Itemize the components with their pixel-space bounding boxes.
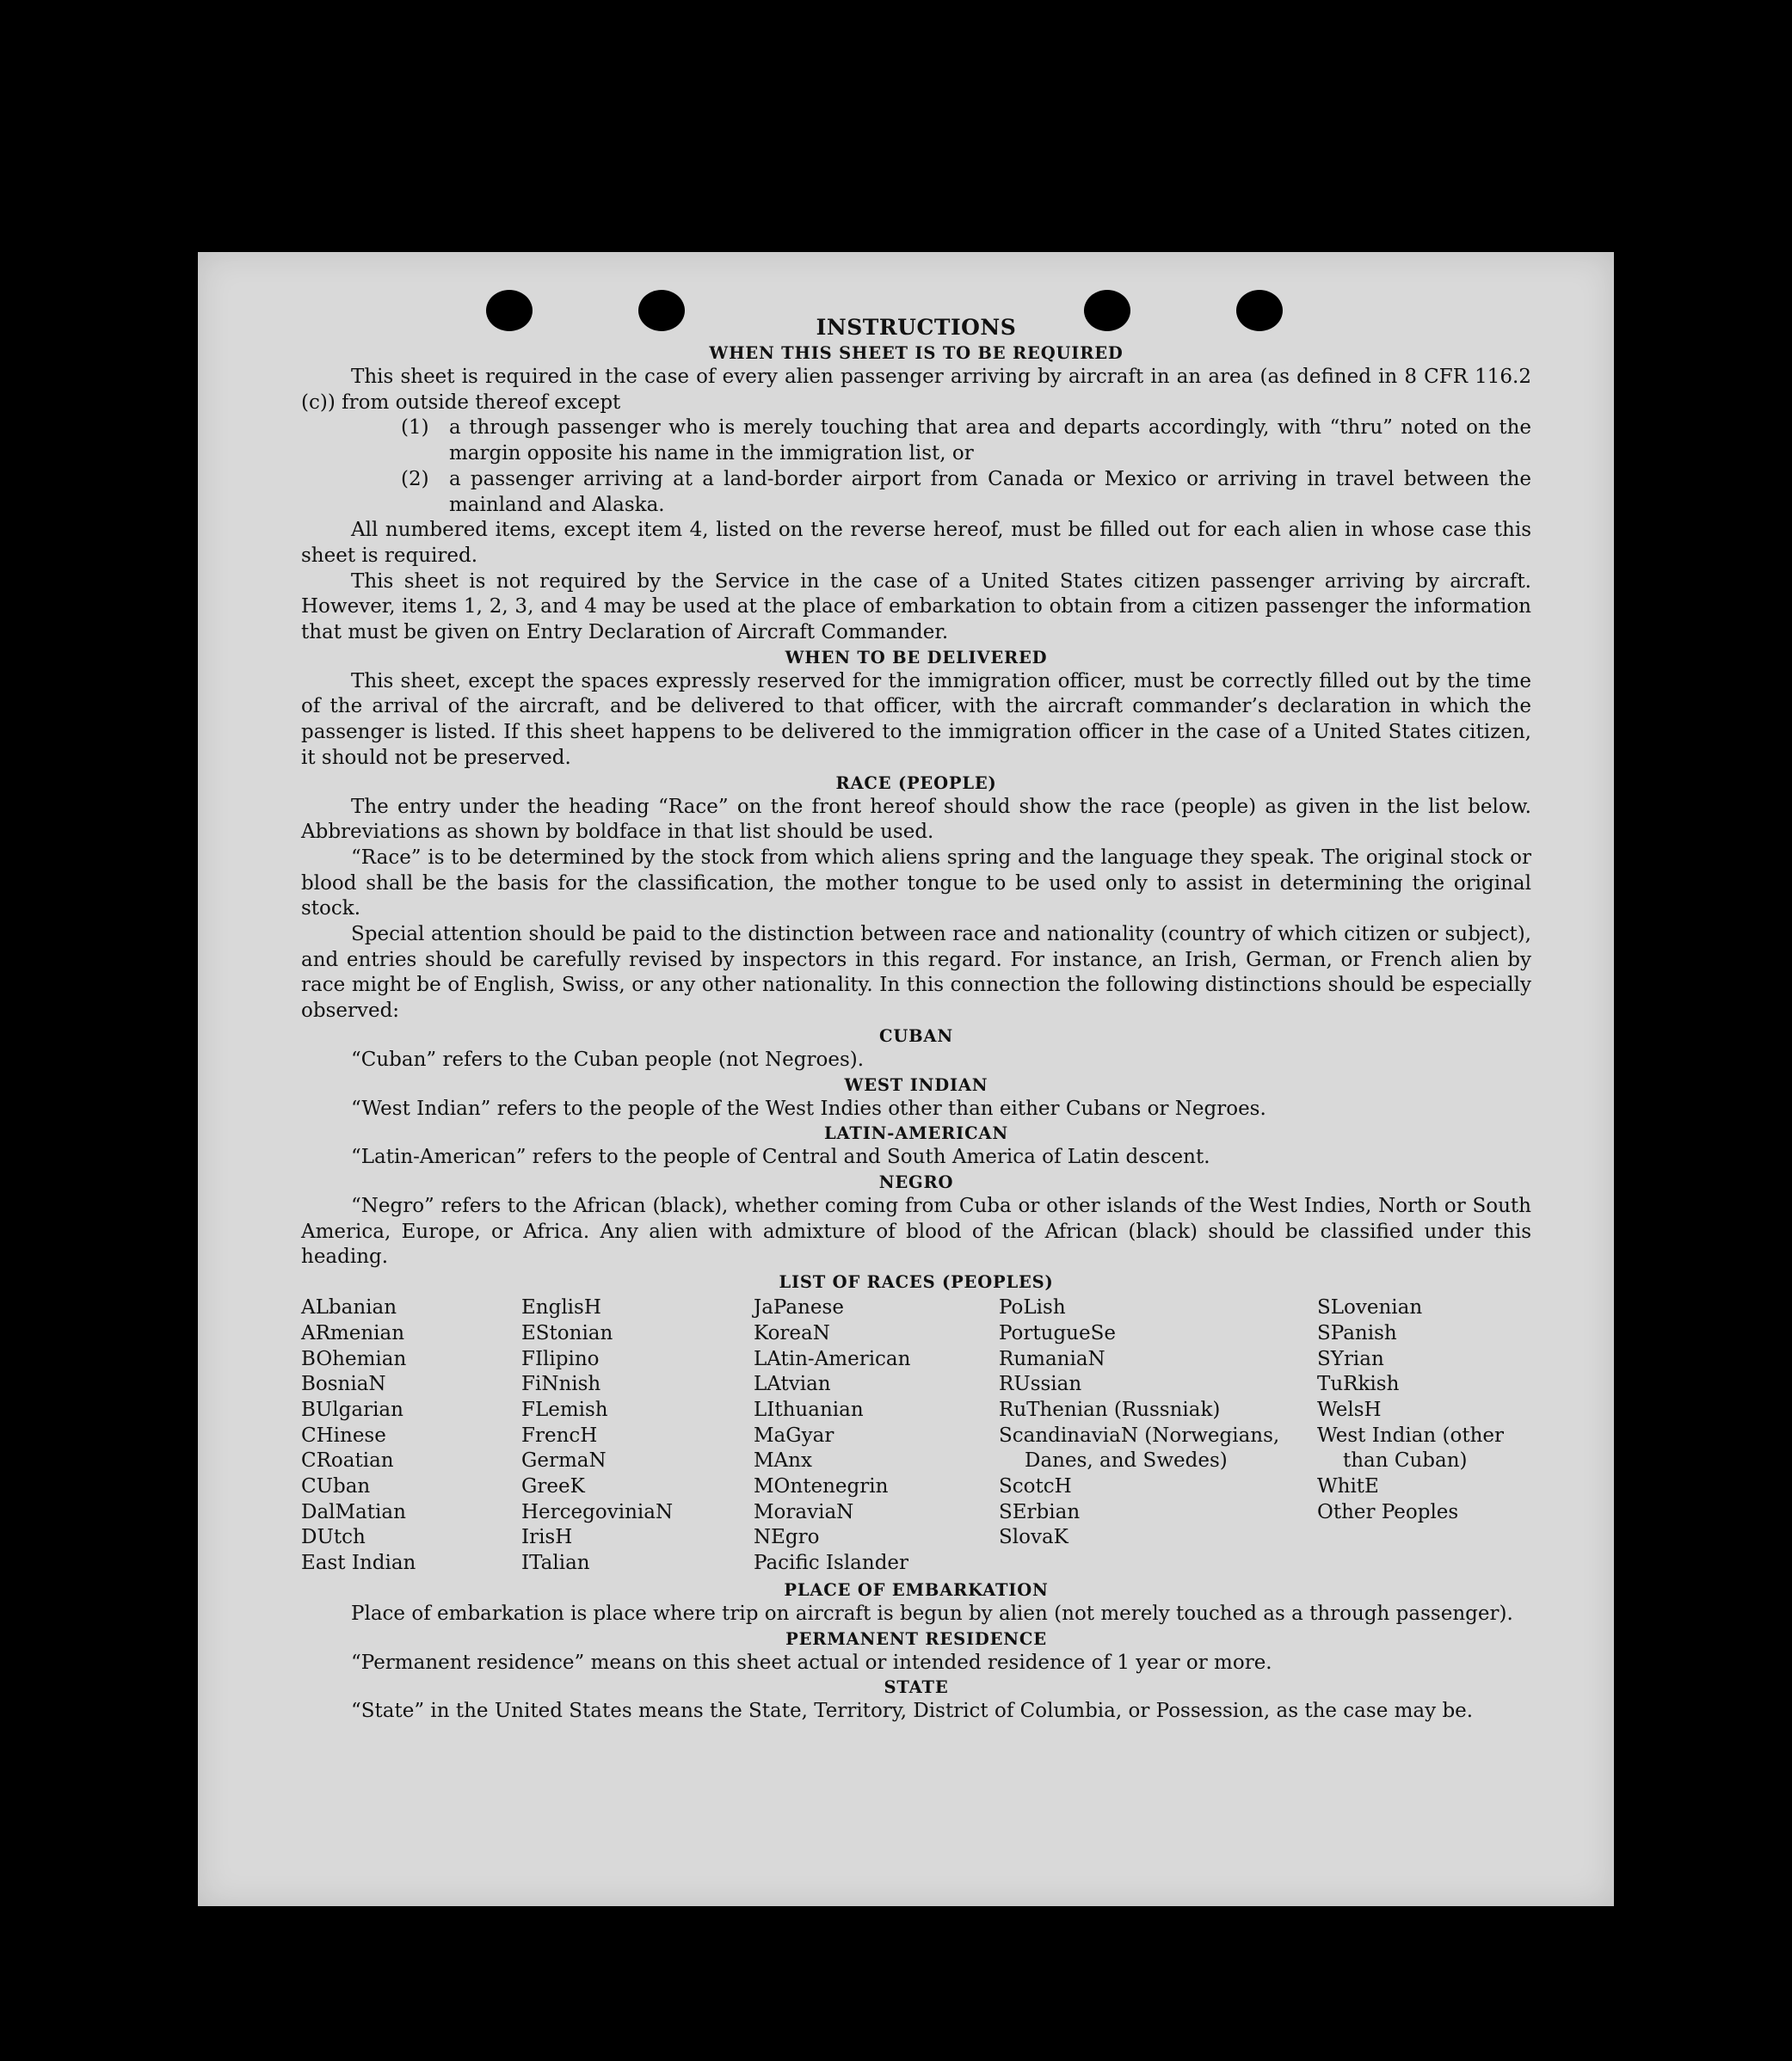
heading-negro: NEGRO xyxy=(878,1172,954,1192)
heading-when-required: WHEN THIS SHEET IS TO BE REQUIRED xyxy=(709,343,1124,363)
race-entry: HercegoviniaN xyxy=(521,1500,674,1523)
races-column xyxy=(1317,1295,1531,1577)
race-entry: LAtin-American xyxy=(754,1347,911,1370)
race-entry: East Indian xyxy=(301,1552,416,1575)
paragraph: “Latin-American” refers to the people of Central and South America of Latin descent. xyxy=(351,1146,1210,1169)
race-entry: MaGyar xyxy=(754,1424,834,1447)
race-entry: FLemish xyxy=(521,1398,608,1421)
race-entry: SlovaK xyxy=(999,1526,1068,1549)
race-entry: FrencH xyxy=(521,1424,598,1447)
paragraph: “West Indian” refers to the people of the West Indies other than either Cubans or Negroes. xyxy=(351,1097,1266,1120)
race-entry: EnglisH xyxy=(521,1296,601,1320)
race-entry: BOhemian xyxy=(301,1347,407,1370)
races-list xyxy=(301,1295,1531,1577)
race-entry: DalMatian xyxy=(301,1500,406,1523)
race-entry: ScandinaviaN (Norwegians, Danes, and Swedes) xyxy=(999,1424,1280,1473)
heading-permanent-residence: PERMANENT RESIDENCE xyxy=(785,1628,1047,1649)
exception-item xyxy=(301,467,1531,518)
paragraph-intro: This sheet is required in the case of every alien passenger arriving by aircraft in an area (as defined in 8 CFR 116.2 (c)) from outside thereof except xyxy=(301,366,1531,414)
race-entry: WelsH xyxy=(1317,1398,1382,1421)
item-text: a through passenger who is merely touching that area and departs accordingly, with “thru” noted on the margin opposite his name in the immigration list, or xyxy=(449,416,1531,465)
races-column xyxy=(301,1295,521,1577)
paragraph: “Negro” refers to the African (black), whether coming from Cuba or other islands of the West Indies, North or South America, Europe, or Africa. Any alien with admixture of blood of the African (black) should be classified under this heading. xyxy=(301,1194,1531,1269)
page-title: INSTRUCTIONS xyxy=(816,315,1017,340)
paragraph: “State” in the United States means the State, Territory, District of Columbia, or Possession, as the case may be. xyxy=(351,1700,1474,1723)
exception-item xyxy=(301,415,1531,466)
race-entry: RuThenian (Russniak) xyxy=(999,1398,1221,1421)
race-entry: GermaN xyxy=(521,1449,607,1473)
paragraph: “Permanent residence” means on this sheet actual or intended residence of 1 year or more. xyxy=(351,1651,1272,1674)
paragraph: This sheet, except the spaces expressly reserved for the immigration officer, must be correctly filled out by the time of the arrival of the aircraft, and be delivered to that officer, with the aircraft commander’s declaration in which the passenger is listed. If this sheet happens to be delivered to the immigration officer in the case of a United States citizen, it should not be preserved. xyxy=(301,669,1531,769)
race-entry: West Indian (other than Cuban) xyxy=(1317,1424,1505,1473)
race-entry: CRoatian xyxy=(301,1449,394,1473)
race-entry: MoraviaN xyxy=(754,1500,854,1523)
race-entry: SLovenian xyxy=(1317,1296,1423,1320)
item-number: (1) xyxy=(401,416,429,440)
instruction-sheet xyxy=(198,252,1614,1906)
race-entry: PoLish xyxy=(999,1296,1066,1320)
paragraph: All numbered items, except item 4, listed on the reverse hereof, must be filled out for each alien in whose case this sheet is required. xyxy=(301,519,1531,567)
race-entry: BosniaN xyxy=(301,1373,386,1396)
race-entry: ARmenian xyxy=(301,1321,405,1344)
heading-state: STATE xyxy=(884,1677,949,1698)
instructions-content xyxy=(301,314,1531,1725)
races-column xyxy=(754,1295,999,1577)
item-number: (2) xyxy=(401,467,429,490)
race-entry: LAtvian xyxy=(754,1373,831,1396)
paragraph: Special attention should be paid to the distinction between race and nationality (country of which citizen or subject), and entries should be carefully revised by inspectors in this regard. For instance, an Irish, German, or French alien by race might be of English, Swiss, or any other nationality. In this connection the following distinctions should be especially observed: xyxy=(301,923,1531,1023)
race-entry: ScotcH xyxy=(999,1475,1072,1498)
heading-west-indian: WEST INDIAN xyxy=(844,1074,988,1095)
heading-when-delivered: WHEN TO BE DELIVERED xyxy=(785,647,1048,668)
heading-cuban: CUBAN xyxy=(879,1025,953,1046)
race-entry: MOntenegrin xyxy=(754,1475,889,1498)
paragraph: “Race” is to be determined by the stock from which aliens spring and the language they speak. The original stock or blood shall be the basis for the classification, the mother tongue to be used only to assist in determining the original stock. xyxy=(301,846,1531,920)
paragraph: “Cuban” refers to the Cuban people (not Negroes). xyxy=(351,1048,865,1071)
paragraph: The entry under the heading “Race” on the front hereof should show the race (people) as given in the list below. Abbreviations as shown by boldface in that list should be used. xyxy=(301,795,1531,844)
race-entry: IrisH xyxy=(521,1526,573,1549)
item-text: a passenger arriving at a land-border airport from Canada or Mexico or arriving in travel between the mainland and Alaska. xyxy=(449,467,1531,516)
race-entry: GreeK xyxy=(521,1475,585,1498)
race-entry: ALbanian xyxy=(301,1296,397,1320)
race-entry: RumaniaN xyxy=(999,1347,1105,1370)
heading-race: RACE (PEOPLE) xyxy=(835,772,997,793)
race-entry: LIthuanian xyxy=(754,1398,864,1421)
paragraph: Place of embarkation is place where trip on aircraft is begun by alien (not merely touched as a through passenger). xyxy=(351,1602,1513,1625)
race-entry: PortugueSe xyxy=(999,1321,1116,1344)
race-entry: Pacific Islander xyxy=(754,1552,909,1575)
race-entry: WhitE xyxy=(1317,1475,1379,1498)
race-entry: TuRkish xyxy=(1317,1373,1400,1396)
race-entry: DUtch xyxy=(301,1526,366,1549)
race-entry: RUssian xyxy=(999,1373,1082,1396)
races-column xyxy=(999,1295,1317,1577)
race-entry: KoreaN xyxy=(754,1321,830,1344)
race-entry: BUlgarian xyxy=(301,1398,403,1421)
race-entry: EStonian xyxy=(521,1321,613,1344)
heading-latin-american: LATIN-AMERICAN xyxy=(824,1123,1008,1144)
race-entry: Other Peoples xyxy=(1317,1500,1459,1523)
race-entry: CUban xyxy=(301,1475,371,1498)
heading-embarkation: PLACE OF EMBARKATION xyxy=(784,1579,1049,1600)
race-entry: SYrian xyxy=(1317,1347,1384,1370)
paragraph: This sheet is not required by the Service in the case of a United States citizen passenger arriving by aircraft. However, items 1, 2, 3, and 4 may be used at the place of embarkation to obtain from a citizen passenger the information that must be given on Entry Declaration of Aircraft Commander. xyxy=(301,569,1531,644)
heading-list-of-races: LIST OF RACES (PEOPLES) xyxy=(779,1272,1054,1293)
race-entry: NEgro xyxy=(754,1526,820,1549)
races-column xyxy=(521,1295,754,1577)
race-entry: FIlipino xyxy=(521,1347,600,1370)
race-entry: MAnx xyxy=(754,1449,812,1473)
race-entry: JaPanese xyxy=(754,1296,844,1320)
race-entry: SErbian xyxy=(999,1500,1081,1523)
race-entry: CHinese xyxy=(301,1424,386,1447)
race-entry: FiNnish xyxy=(521,1373,601,1396)
race-entry: SPanish xyxy=(1317,1321,1397,1344)
race-entry: ITalian xyxy=(521,1552,590,1575)
